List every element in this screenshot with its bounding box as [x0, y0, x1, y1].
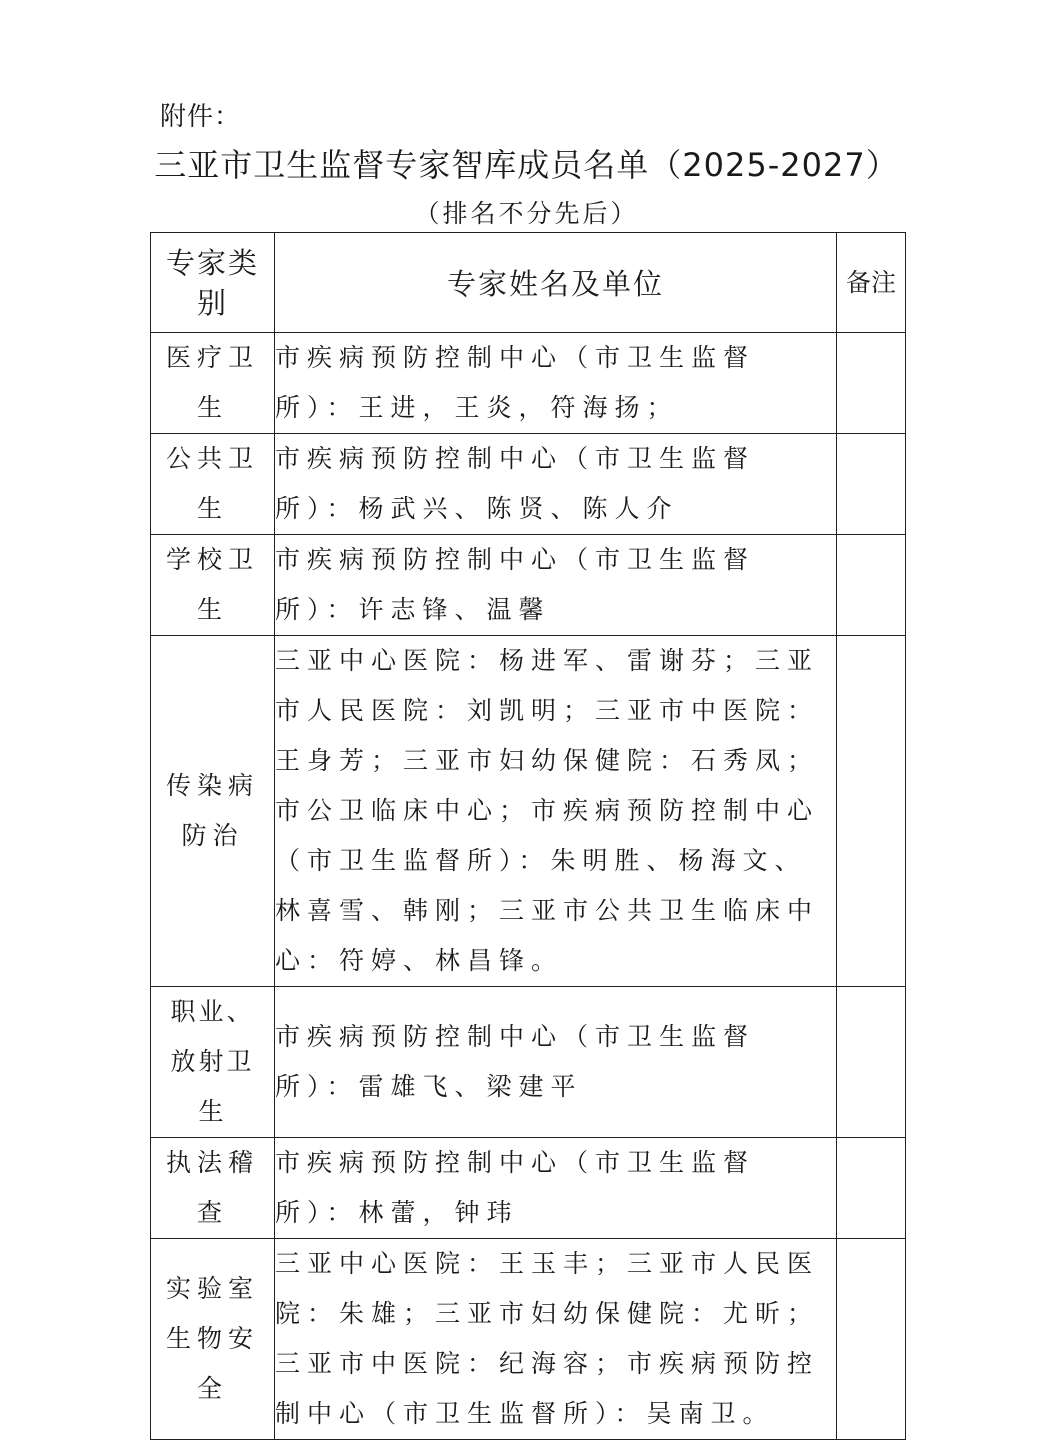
row-note	[837, 1239, 906, 1440]
row-names: 三亚中心医院：杨进军、雷谢芬；三亚市人民医院：刘凯明；三亚市中医院：王身芳；三亚市妇幼保健院：石秀凤；市公卫临床中心；市疾病预防控制中心（市卫生监督所）：朱明胜、杨海文、林喜雪、韩刚；三亚市公共卫生临床中心：符婷、林昌锋。	[275, 636, 837, 987]
row-names: 三亚中心医院：王玉丰；三亚市人民医院：朱雄；三亚市妇幼保健院：尤昕；三亚市中医院：纪海容；市疾病预防控制中心（市卫生监督所）：吴南卫。	[275, 1239, 837, 1440]
row-category: 医疗卫生	[151, 333, 275, 434]
table-row	[151, 535, 906, 636]
row-names: 市疾病预防控制中心（市卫生监督所）：林蕾，钟玮	[275, 1138, 837, 1239]
header-names: 专家姓名及单位	[275, 233, 837, 333]
table-row	[151, 434, 906, 535]
header-note: 备注	[837, 233, 906, 333]
header-row	[151, 233, 906, 333]
document-subtitle: （排名不分先后）	[414, 199, 639, 228]
row-category: 执法稽查	[151, 1138, 275, 1239]
row-category: 学校卫生	[151, 535, 275, 636]
row-note	[837, 636, 906, 987]
row-category: 传染病防治	[151, 636, 275, 987]
row-note	[837, 333, 906, 434]
row-category: 实验室生物安全	[151, 1239, 275, 1440]
expert-roster-table	[150, 232, 906, 1440]
row-names: 市疾病预防控制中心（市卫生监督所）：许志锋、温馨	[275, 535, 837, 636]
table-row	[151, 333, 906, 434]
attachment-label: 附件：	[160, 102, 242, 132]
row-note	[837, 434, 906, 535]
table-row	[151, 636, 906, 987]
header-category: 专家类别	[151, 233, 275, 333]
table-row	[151, 1239, 906, 1440]
row-note	[837, 1138, 906, 1239]
table-row	[151, 1138, 906, 1239]
row-names: 市疾病预防控制中心（市卫生监督所）：雷雄飞、梁建平	[275, 987, 837, 1138]
document-title: 三亚市卫生监督专家智库成员名单（2025-2027）	[154, 146, 899, 184]
row-category: 公共卫生	[151, 434, 275, 535]
row-note	[837, 987, 906, 1138]
row-names: 市疾病预防控制中心（市卫生监督所）：王进，王炎，符海扬；	[275, 333, 837, 434]
row-names: 市疾病预防控制中心（市卫生监督所）：杨武兴、陈贤、陈人介	[275, 434, 837, 535]
row-note	[837, 535, 906, 636]
row-category: 职业、放射卫生	[151, 987, 275, 1138]
table-row	[151, 987, 906, 1138]
